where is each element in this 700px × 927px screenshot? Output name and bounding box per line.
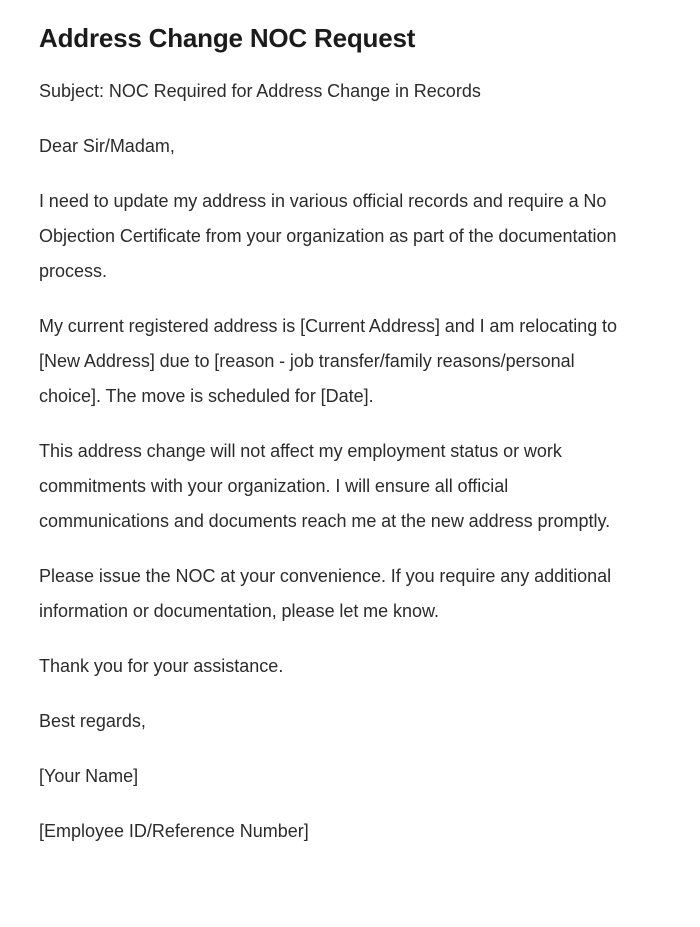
paragraph-signature-name: [Your Name] [39, 766, 139, 786]
paragraph-subject: Subject: NOC Required for Address Change in Records [39, 81, 481, 101]
paragraph-employment-assurance: This address change will not affect my employment status or work commitments with your organization. I will ensure all official communications and documents reach me at the new address promptly. [39, 441, 611, 531]
paragraph-thanks: Thank you for your assistance. [39, 656, 284, 676]
page-title: Address Change NOC Request [39, 23, 416, 53]
paragraph-request: Please issue the NOC at your convenience. If you require any additional information or documentation, please let me know. [39, 566, 612, 621]
paragraph-closing: Best regards, [39, 711, 146, 731]
paragraph-address-details: My current registered address is [Current Address] and I am relocating to [New Address] due to [reason - job transfer/family reasons/personal choice]. The move is scheduled for [Date]. [39, 316, 618, 406]
paragraph-salutation: Dear Sir/Madam, [39, 136, 175, 156]
paragraph-purpose: I need to update my address in various official records and require a No Objection Certificate from your organization as part of the documentation process. [39, 191, 617, 281]
paragraph-signature-employee-id: [Employee ID/Reference Number] [39, 821, 309, 841]
